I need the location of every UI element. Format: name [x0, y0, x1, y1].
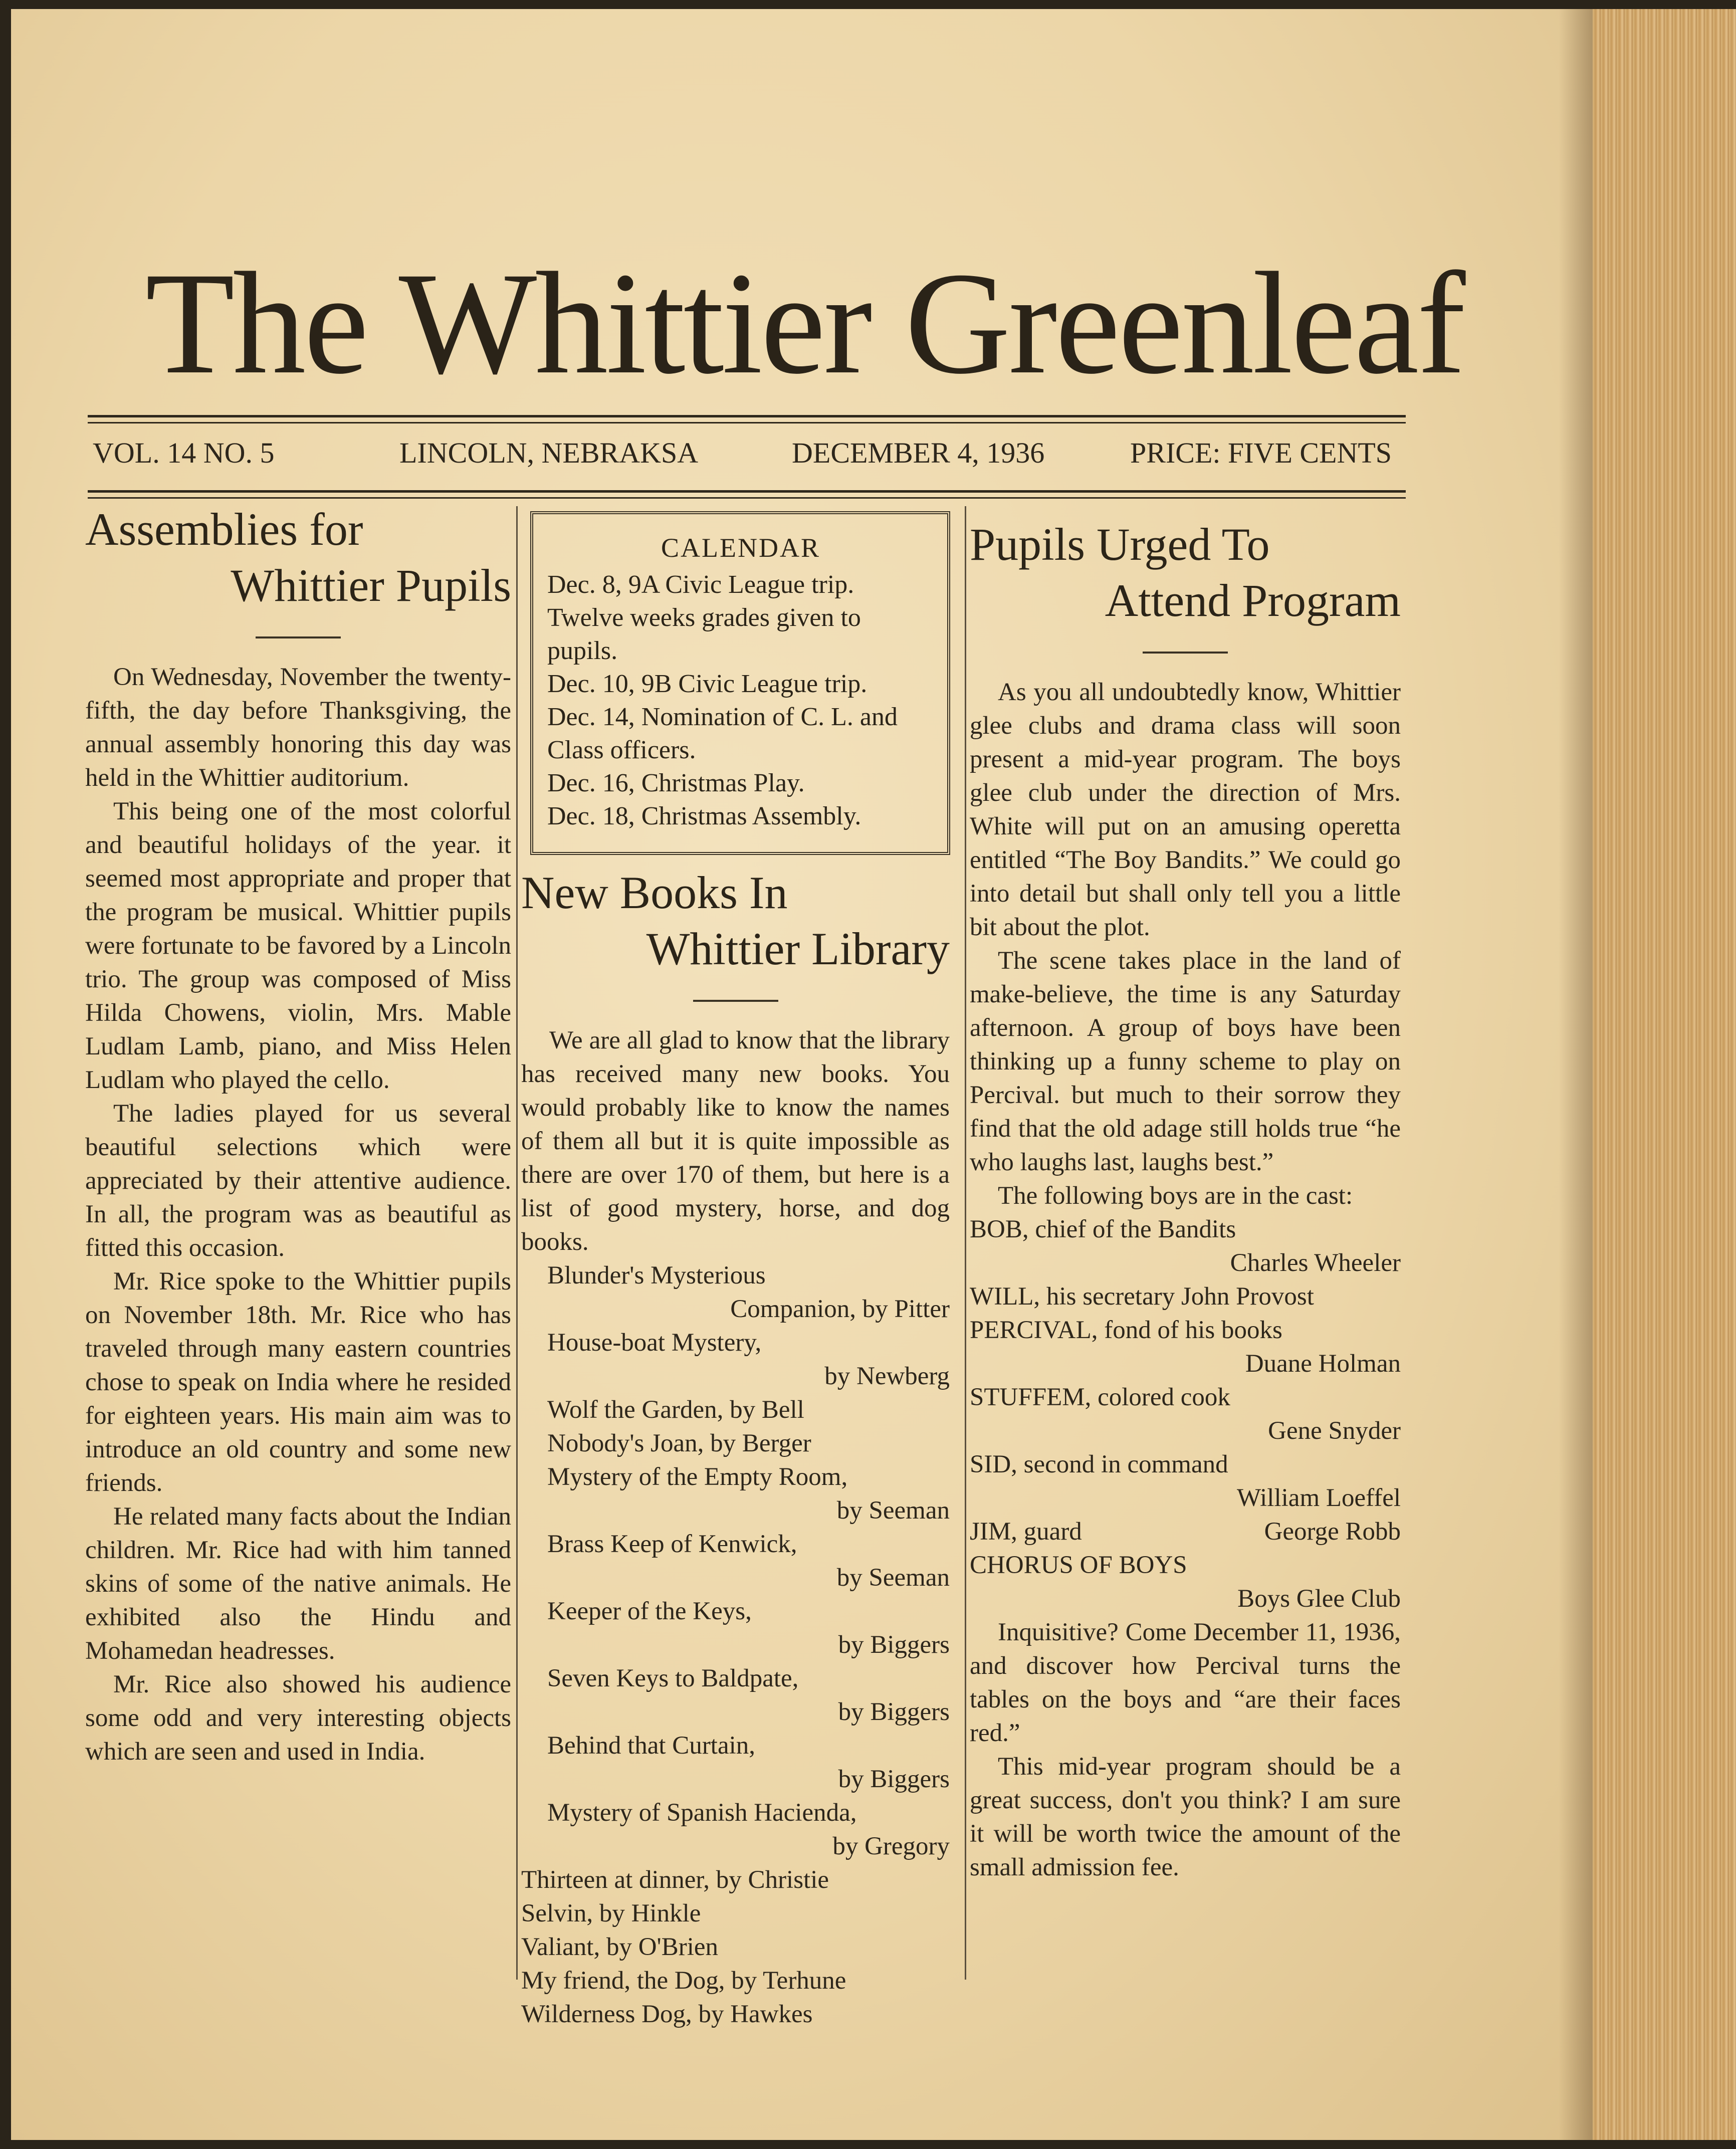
book-entry: My friend, the Dog, by Terhune — [521, 1967, 846, 1995]
binding-shadow — [1559, 9, 1593, 2140]
headline-divider — [693, 1000, 778, 1002]
calendar-date: Dec. 10, — [547, 670, 635, 698]
article-new-books — [521, 865, 950, 2031]
book-entry: Nobody's Joan, by Berger — [547, 1429, 811, 1457]
publication-place: LINCOLN, NEBRAKSA — [399, 437, 699, 469]
headline-divider — [1143, 652, 1228, 654]
book-entry: Seven Keys to Baldpate, by Biggers — [547, 1664, 950, 1726]
issue-info-bar — [93, 426, 1411, 481]
calendar-box — [530, 511, 950, 855]
calendar-entry — [547, 668, 934, 701]
article-paragraph: This being one of the most colorful and beautiful holidays of the year. it seemed most appropriate and proper that the program be musical. Whittier pupils were fortunate to be favored by a Lincoln trio. The group was composed of Miss Hilda Chowens, violin, Mrs. Mable Ludlam Lamb, piano, and Miss Helen Ludlam who played the cello. — [85, 797, 511, 1094]
article-paragraph: On Wednesday, November the twenty-fifth, the day before Thanksgiving, the annual assembly honoring this day was held in the Whittier auditorium. — [85, 663, 511, 792]
article-headline — [970, 516, 1401, 628]
article-paragraph: Mr. Rice spoke to the Whittier pupils on November 18th. Mr. Rice who has traveled through many eastern countries chose to speak on India where he resided for eighteen years. His main aim was to introduce an old country and some new friends. — [85, 1267, 511, 1497]
cast-role: PERCIVAL, fond of his books — [970, 1316, 1282, 1344]
volume-number: VOL. 14 NO. 5 — [93, 437, 275, 469]
issue-date: DECEMBER 4, 1936 — [792, 437, 1045, 469]
article-paragraph: The following boys are in the cast: — [998, 1182, 1353, 1210]
cast-actor: Boys Glee Club — [1237, 1585, 1401, 1613]
masthead-rule-top-thin — [88, 422, 1406, 423]
book-entry: Mystery of the Empty Room, by Seeman — [547, 1463, 950, 1525]
headline-line-1: New Books In — [521, 867, 788, 918]
article-paragraph: He related many facts about the Indian children. Mr. Rice had with him tanned skins of some of the native animals. He exhibited also the Hindu and Mohamedan headresses. — [85, 1502, 511, 1665]
headline-line-2: Attend Program — [1105, 575, 1401, 626]
book-entry: Wilderness Dog, by Hawkes — [521, 2000, 813, 2028]
article-paragraph: This mid-year program should be a great success, don't you think? I am sure it will be worth twice the amount of the small admission fee. — [970, 1753, 1401, 1881]
cast-role: CHORUS OF BOYS — [970, 1551, 1187, 1579]
calendar-text: 9A Civic League trip. Twelve weeks grades given to pupils. — [547, 570, 861, 665]
cast-role: WILL, his secretary John Provost — [970, 1282, 1314, 1311]
cast-role: BOB, chief of the Bandits — [970, 1215, 1236, 1243]
article-assemblies — [85, 501, 511, 1769]
calendar-date: Dec. 16, — [547, 769, 635, 797]
article-headline — [521, 865, 950, 977]
headline-line-1: Assemblies for — [85, 504, 363, 555]
cast-list — [970, 1213, 1401, 1616]
cast-role: SID, second in command — [970, 1450, 1228, 1478]
book-entry: Keeper of the Keys, by Biggers — [547, 1597, 950, 1659]
calendar-date: Dec. 8, — [547, 570, 622, 599]
book-list — [521, 1259, 950, 2031]
column-divider-right — [965, 506, 966, 1980]
headline-line-1: Pupils Urged To — [970, 519, 1270, 570]
calendar-entry — [547, 800, 934, 833]
cast-actor: William Loeffel — [1237, 1484, 1401, 1512]
cast-row — [970, 1515, 1401, 1549]
headline-line-2: Whittier Pupils — [231, 560, 511, 611]
article-paragraph: The ladies played for us several beautiful selections which were appreciated by their attentive audience. In all, the program was as beautiful as fitted this occasion. — [85, 1100, 511, 1262]
calendar-text: Christmas Play. — [641, 769, 805, 797]
calendar-text: 9B Civic League trip. — [641, 670, 867, 698]
calendar-entry — [547, 568, 934, 668]
book-entry: Wolf the Garden, by Bell — [547, 1396, 804, 1424]
headline-divider — [256, 636, 341, 638]
cast-actor: Duane Holman — [1245, 1350, 1401, 1378]
calendar-entry — [547, 767, 934, 800]
masthead-rule-bottom-thin — [88, 497, 1406, 499]
book-entry: Mystery of Spanish Hacienda, by Gregory — [547, 1799, 950, 1860]
article-paragraph: Inquisitive? Come December 11, 1936, and discover how Percival turns the tables on the boys and “are their faces red.” — [970, 1618, 1401, 1747]
calendar-date: Dec. 14, — [547, 703, 635, 731]
column-divider-left — [516, 506, 518, 1980]
calendar-entry — [547, 701, 934, 767]
article-paragraph: Mr. Rice also showed his audience some odd and very interesting objects which are seen and used in India. — [85, 1670, 511, 1766]
book-entry: House-boat Mystery, by Newberg — [547, 1329, 950, 1390]
masthead-rule-top — [88, 415, 1406, 417]
issue-price: PRICE: FIVE CENTS — [1130, 437, 1392, 469]
cast-actor: Charles Wheeler — [1230, 1249, 1401, 1277]
masthead-title: The Whittier Greenleaf — [145, 243, 1464, 404]
book-entry: Brass Keep of Kenwick, by Seeman — [547, 1530, 950, 1592]
masthead-rule-bottom — [88, 490, 1406, 493]
article-headline — [85, 501, 511, 613]
cast-actor: Gene Snyder — [1268, 1417, 1401, 1445]
article-paragraph: The scene takes place in the land of make-believe, the time is any Saturday afternoon. A group of boys have been thinking up a funny scheme to play on Percival. but much to their sorrow they find that the old adage still holds true “he who laughs last, laughs best.” — [970, 947, 1401, 1176]
book-entry: Selvin, by Hinkle — [521, 1899, 701, 1927]
book-entry: Blunder's Mysterious Companion, by Pitter — [547, 1261, 950, 1323]
book-entry: Thirteen at dinner, by Christie — [521, 1866, 829, 1894]
calendar-title: CALENDAR — [661, 533, 820, 563]
cast-actor: George Robb — [1264, 1518, 1401, 1546]
calendar-text: Christmas Assembly. — [641, 802, 861, 830]
book-entry: Valiant, by O'Brien — [521, 1933, 719, 1961]
article-paragraph: We are all glad to know that the library has received many new books. You would probably like to know the names of them all but it is quite impossible as there are over 170 of them, but here is a list of good mystery, horse, and dog books. — [521, 1026, 950, 1256]
cast-role: JIM, guard — [970, 1518, 1082, 1546]
article-paragraph: As you all undoubtedly know, Whittier glee clubs and drama class will soon present a mid-year program. The boys glee club under the direction of Mrs. White will put on an amusing operetta entitled “The Boy Bandits.” We could go into detail but shall only tell you a little bit about the plot. — [970, 678, 1401, 941]
article-program — [970, 516, 1401, 1884]
headline-line-2: Whittier Library — [646, 923, 950, 974]
cast-role: STUFFEM, colored cook — [970, 1383, 1230, 1411]
calendar-date: Dec. 18, — [547, 802, 635, 830]
page-edges — [1593, 9, 1736, 2140]
book-entry: Behind that Curtain, by Biggers — [547, 1732, 950, 1793]
calendar-text: Nomination of C. L. and Class officers. — [547, 703, 898, 764]
